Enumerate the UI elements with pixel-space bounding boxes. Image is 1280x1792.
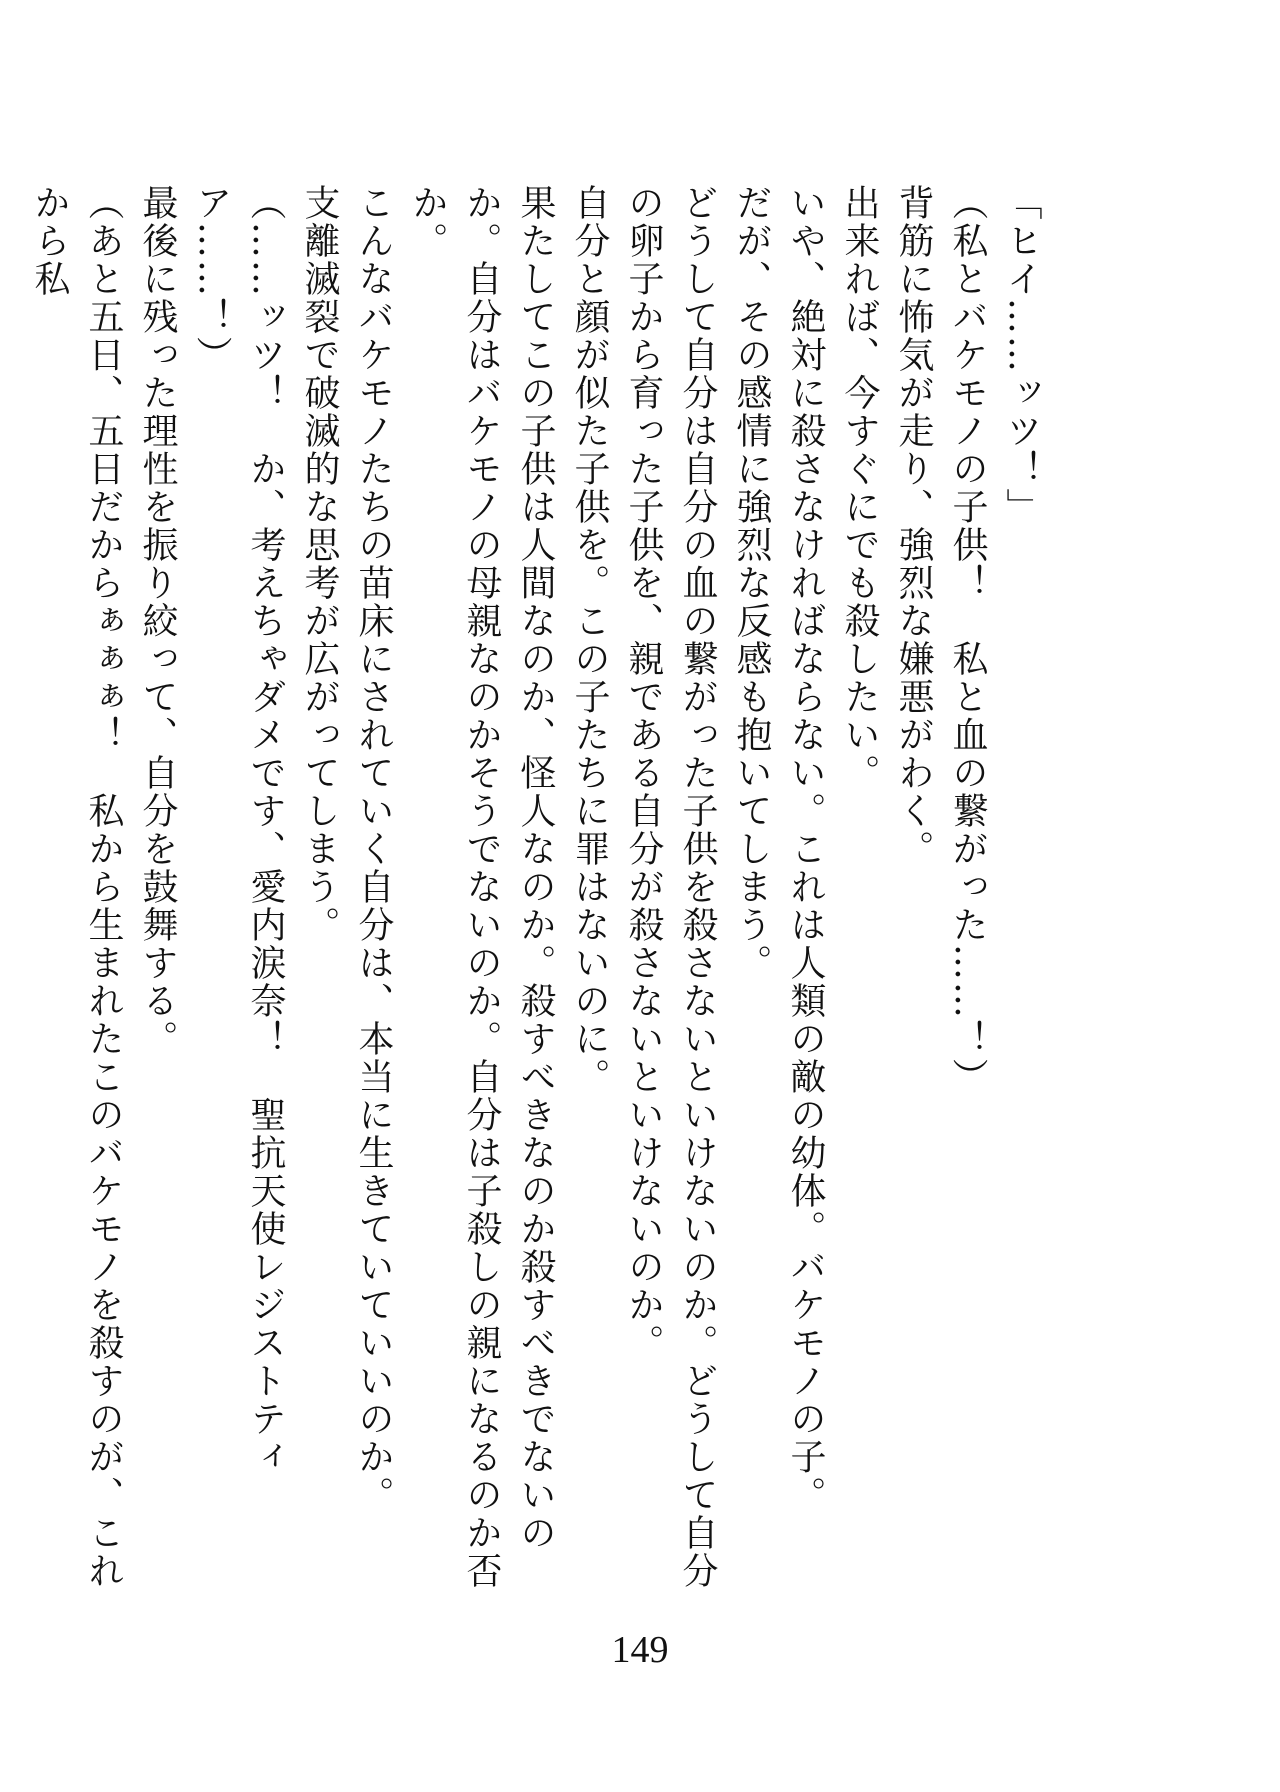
paragraph-4: 出来れば、今すぐにでも殺したい。 (839, 184, 880, 792)
page-number: 149 (611, 1629, 669, 1671)
paragraph-13: 最後に残った理性を振り絞って、自分を鼓舞する。 (137, 184, 178, 1058)
vertical-text-body (29, 184, 1048, 1624)
paragraph-12: （……ッツ！ か、考えちゃダメです、愛内涙奈！ 聖抗天使レジストティア……！） (191, 184, 286, 1476)
paragraph-9: 果たしてこの子供は人間なのか、怪人なのか。殺すべきなのか殺すべきでないのか。自分はバケモノの母親なのかそうでないのか。自分は子殺しの親になるのか否か。 (407, 184, 556, 1590)
paragraph-3: 背筋に怖気が走り、強烈な嫌悪がわく。 (893, 184, 934, 868)
paragraph-2: （私とバケモノの子供！ 私と血の繋がった……！） (947, 184, 988, 1096)
paragraph-10: こんなバケモノたちの苗床にされていく自分は、本当に生きていていいのか。 (353, 184, 394, 1514)
paragraph-6: だが、その感情に強烈な反感も抱いてしまう。 (731, 184, 772, 982)
paragraph-11: 支離滅裂で破滅的な思考が広がってしまう。 (299, 184, 340, 944)
paragraph-7: どうして自分は自分の血の繋がった子供を殺さないといけないのか。どうして自分の卵子から育った子供を、親である自分が殺さないといけないのか。 (623, 184, 718, 1590)
paragraph-8: 自分と顔が似た子供を。この子たちに罪はないのに。 (569, 184, 610, 1096)
paragraph-1: 「ヒイ……ッツ！」 (1001, 184, 1042, 526)
paragraph-5: いや、絶対に殺さなければならない。これは人類の敵の幼体。バケモノの子。 (785, 184, 826, 1514)
paragraph-14: （あと五日、五日だからぁぁぁ！ 私から生まれたこのバケモノを殺すのが、これから私 (29, 184, 124, 1590)
